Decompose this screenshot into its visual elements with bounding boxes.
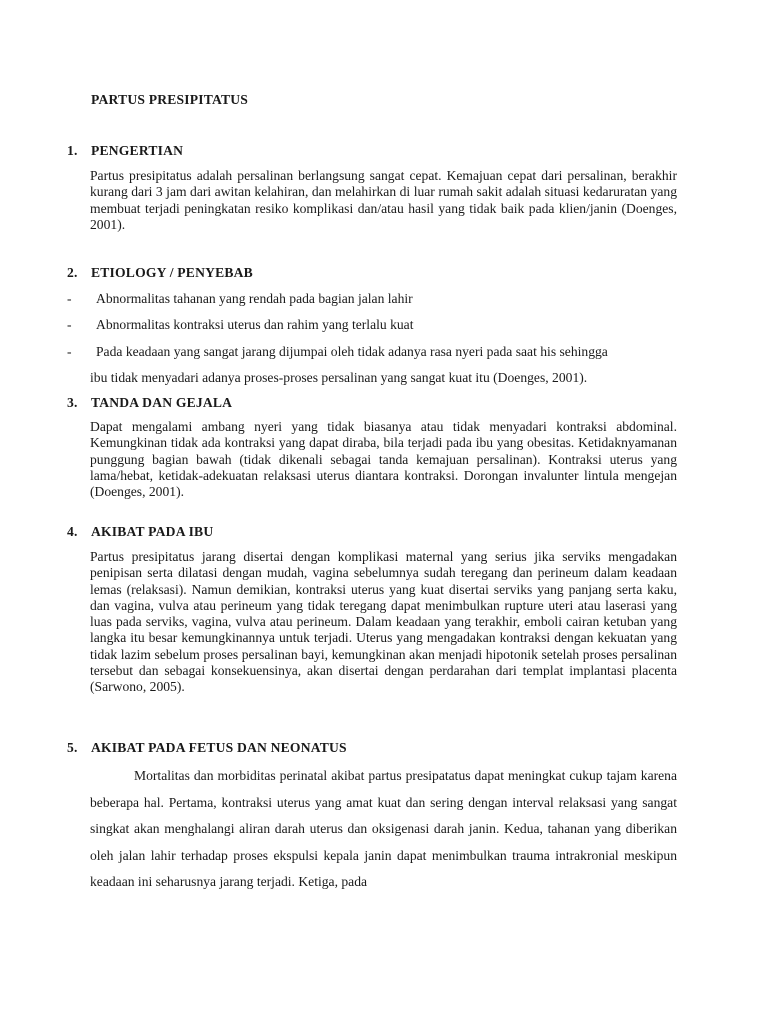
list-item-continuation: ibu tidak menyadari adanya proses-proses persalinan yang sangat kuat itu (Doenges, 2001). [90, 370, 588, 385]
section-heading-pengertian [67, 143, 183, 159]
section-body-akibat-pada-fetus: Mortalitas dan morbiditas perinatal akibat partus presipatatus dapat meningkat cukup tajam karena beberapa hal. Pertama, kontraksi uterus yang amat kuat dan sering dengan interval relaksasi yang sangat singkat akan menghalangi aliran darah uterus dan oksigenasi darah janin. Kedua, tahanan yang diberikan oleh jalan lahir terhadap proses ekspulsi kepala janin dapat menimbulkan trauma intrakronial meskipun keadaan ini seharusnya jarang terjadi. Ketiga, pada [90, 768, 677, 890]
section-title: ETIOLOGY / PENYEBAB [91, 265, 253, 280]
section-body-pengertian: Partus presipitatus adalah persalinan berlangsung sangat cepat. Kemajuan cepat dari persalinan, berakhir kurang dari 3 jam dari awitan kelahiran, dan melahirkan di luar rumah sakit adalah situasi kedaruratan yang membuat terjadi peningkatan resiko komplikasi dan/atau hasil yang tidak baik pada klien/janin (Doenges, 2001). [90, 168, 677, 232]
list-item [67, 344, 608, 360]
section-number: 4. [67, 524, 78, 539]
section-body-akibat-pada-ibu: Partus presipitatus jarang disertai dengan komplikasi maternal yang serius jika serviks mengadakan penipisan serta dilatasi dengan mudah, vagina sebelumnya sudah teregang dan perineum dalam keadaan lemas (relaksasi). Namun demikian, kontraksi uterus yang kuat disertai serviks yang panjang serta kaku, dan vagina, vulva atau perineum yang tidak teregang dapat menimbulkan rupture uteri atau laserasi yang luas pada serviks, vagina, vulva atau perineum. Dalam keadaan yang terakhir, emboli cairan ketuban yang langka itu besar kemungkinannya untuk terjadi. Uterus yang mengadakan kontraksi dengan kekuatan yang tidak lazim sebelum proses persalinan bayi, kemungkinan akan menjadi hipotonik setelah proses persalinan tersebut dan sebagai konsekuensinya, akan disertai dengan perdarahan dari templat implantasi placenta (Sarwono, 2005). [90, 549, 677, 695]
section-heading-etiology [67, 265, 253, 281]
list-item [67, 317, 413, 333]
section-title: PENGERTIAN [91, 143, 184, 158]
section-number: 2. [67, 265, 78, 280]
list-item-text: Abnormalitas tahanan yang rendah pada bagian jalan lahir [96, 291, 413, 306]
section-number: 3. [67, 395, 78, 410]
list-item [67, 291, 413, 307]
bullet-dash: - [67, 317, 72, 332]
list-item-text: Pada keadaan yang sangat jarang dijumpai oleh tidak adanya rasa nyeri pada saat his sehingga [96, 344, 608, 359]
section-number: 5. [67, 740, 78, 755]
section-body-tanda-dan-gejala: Dapat mengalami ambang nyeri yang tidak biasanya atau tidak menyadari kontraksi abdominal. Kemungkinan tidak ada kontraksi yang dapat diraba, bila terjadi pada ibu yang obesitas. Ketidaknyamanan punggung bagian bawah (tidak dikenali sebagai tanda kemajuan persalinan). Kontraksi uterus yang lama/hebat, ketidak-adekuatan relaksasi uterus diantara kontraksi. Dorongan invalunter lintula mengejan (Doenges, 2001). [90, 419, 677, 500]
section-title: AKIBAT PADA FETUS DAN NEONATUS [91, 740, 347, 755]
section-heading-tanda-dan-gejala [67, 395, 232, 411]
document-title: PARTUS PRESIPITATUS [91, 92, 249, 107]
list-item-text: Abnormalitas kontraksi uterus dan rahim yang terlalu kuat [96, 317, 414, 332]
section-number: 1. [67, 143, 78, 158]
section-title: AKIBAT PADA IBU [91, 524, 214, 539]
section-heading-akibat-pada-ibu [67, 524, 213, 540]
bullet-dash: - [67, 291, 72, 306]
section-title: TANDA DAN GEJALA [91, 395, 233, 410]
bullet-dash: - [67, 344, 72, 359]
section-heading-akibat-pada-fetus [67, 740, 347, 756]
